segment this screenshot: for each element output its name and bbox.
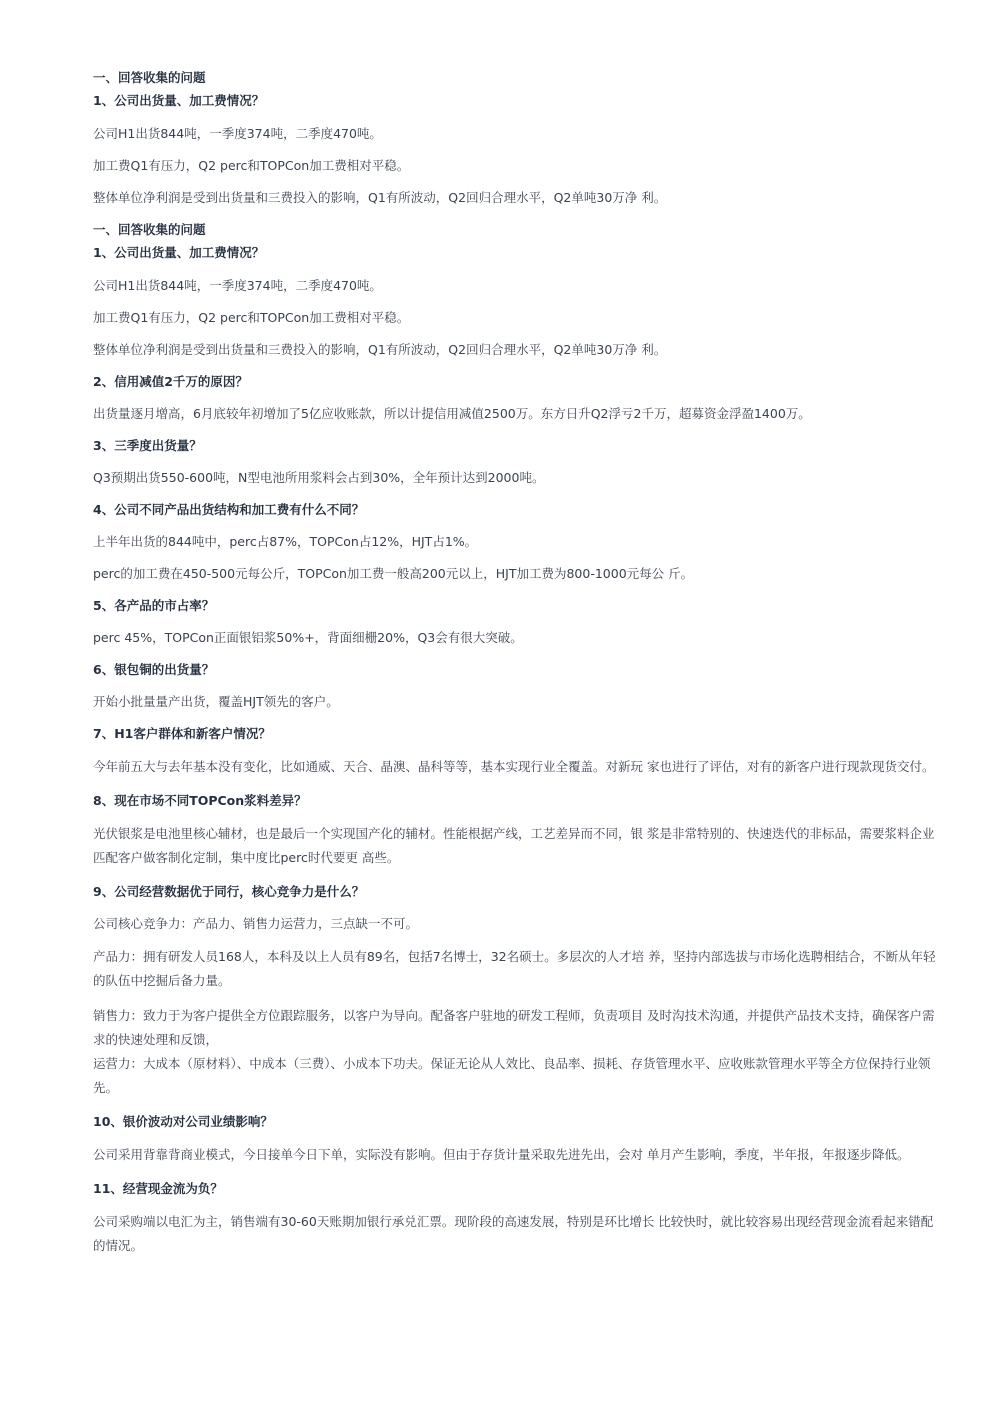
- answer-paragraph: 加工费Q1有压力，Q2 perc和TOPCon加工费相对平稳。: [93, 158, 410, 173]
- answer-paragraph: 公司采用背靠背商业模式，今日接单今日下单，实际没有影响。但由于存货计量采取先进先出，会对 单月产生影响，季度，半年报，年报逐步降低。: [93, 1147, 910, 1162]
- document-body: [93, 68, 943, 1258]
- answer-paragraph: 公司H1出货844吨，一季度374吨，二季度470吨。: [93, 278, 382, 293]
- question-8: 8、现在市场不同TOPCon浆料差异？: [93, 793, 307, 808]
- question-3: 3、三季度出货量？: [93, 438, 202, 453]
- answer-paragraph: perc 45%，TOPCon正面银铝浆50%+，背面细栅20%，Q3会有很大突破。: [93, 630, 523, 645]
- answer-paragraph: 产品力：拥有研发人员168人，本科及以上人员有89名，包括7名博士，32名硕士。多层次的人才培 养，坚持内部选拔与市场化选聘相结合，不断从年轻的队伍中挖掘后备力量。: [93, 949, 936, 988]
- section-heading: 一、回答收集的问题: [93, 70, 206, 85]
- answer-paragraph: 光伏银浆是电池里核心辅材，也是最后一个实现国产化的辅材。性能根据产线，工艺差异而不同，银 浆是非常特别的、快速迭代的非标品，需要浆料企业匹配客户做客制化定制，集中度比perc时代要更 高些。: [93, 826, 935, 865]
- answer-paragraph: 开始小批量量产出货，覆盖HJT领先的客户。: [93, 694, 339, 709]
- question-1: 1、公司出货量、加工费情况？: [93, 93, 265, 108]
- answer-paragraph: 公司采购端以电汇为主，销售端有30-60天账期加银行承兑汇票。现阶段的高速发展，特别是环比增长 比较快时，就比较容易出现经营现金流看起来错配的情况。: [93, 1214, 934, 1253]
- answer-paragraph: 运营力：大成本（原材料）、中成本（三费）、小成本下功夫。保证无论从人效比、良品率、损耗、存货管理水平、应收账款管理水平等全方位保持行业领先。: [93, 1056, 931, 1095]
- answer-paragraph: 公司H1出货844吨，一季度374吨，二季度470吨。: [93, 126, 382, 141]
- answer-paragraph: 出货量逐月增高，6月底较年初增加了5亿应收账款，所以计提信用减值2500万。东方日升Q2浮亏2千万，超募资金浮盈1400万。: [93, 406, 811, 421]
- question-10: 10、银价波动对公司业绩影响？: [93, 1114, 273, 1129]
- question-6: 6、银包铜的出货量？: [93, 662, 215, 677]
- answer-paragraph: 加工费Q1有压力，Q2 perc和TOPCon加工费相对平稳。: [93, 310, 410, 325]
- question-5: 5、各产品的市占率？: [93, 598, 215, 613]
- answer-paragraph: 上半年出货的844吨中，perc占87%，TOPCon占12%，HJT占1%。: [93, 534, 478, 549]
- answer-paragraph: Q3预期出货550-600吨，N型电池所用浆料会占到30%，全年预计达到2000吨。: [93, 470, 545, 485]
- question-1: 1、公司出货量、加工费情况？: [93, 245, 265, 260]
- answer-paragraph: perc的加工费在450-500元每公斤，TOPCon加工费一般高200元以上，HJT加工费为800-1000元每公 斤。: [93, 566, 694, 581]
- answer-paragraph: 今年前五大与去年基本没有变化，比如通威、天合、晶澳、晶科等等，基本实现行业全覆盖。对新玩 家也进行了评估，对有的新客户进行现款现货交付。: [93, 759, 935, 774]
- question-4: 4、公司不同产品出货结构和加工费有什么不同？: [93, 502, 365, 517]
- question-11: 11、经营现金流为负？: [93, 1181, 223, 1196]
- answer-paragraph: 整体单位净利润是受到出货量和三费投入的影响，Q1有所波动，Q2回归合理水平，Q2单吨30万净 利。: [93, 342, 667, 357]
- question-7: 7、H1客户群体和新客户情况？: [93, 726, 271, 741]
- answer-paragraph: 销售力：致力于为客户提供全方位跟踪服务，以客户为导向。配备客户驻地的研发工程师，负责项目 及时沟技术沟通，并提供产品技术支持，确保客户需求的快速处理和反馈，: [93, 1008, 935, 1047]
- question-9: 9、公司经营数据优于同行，核心竞争力是什么？: [93, 884, 365, 899]
- section-heading: 一、回答收集的问题: [93, 222, 206, 237]
- answer-paragraph: 整体单位净利润是受到出货量和三费投入的影响，Q1有所波动，Q2回归合理水平，Q2单吨30万净 利。: [93, 190, 667, 205]
- answer-paragraph: 公司核心竞争力：产品力、销售力运营力，三点缺一不可。: [93, 916, 419, 931]
- question-2: 2、信用减值2千万的原因？: [93, 374, 248, 389]
